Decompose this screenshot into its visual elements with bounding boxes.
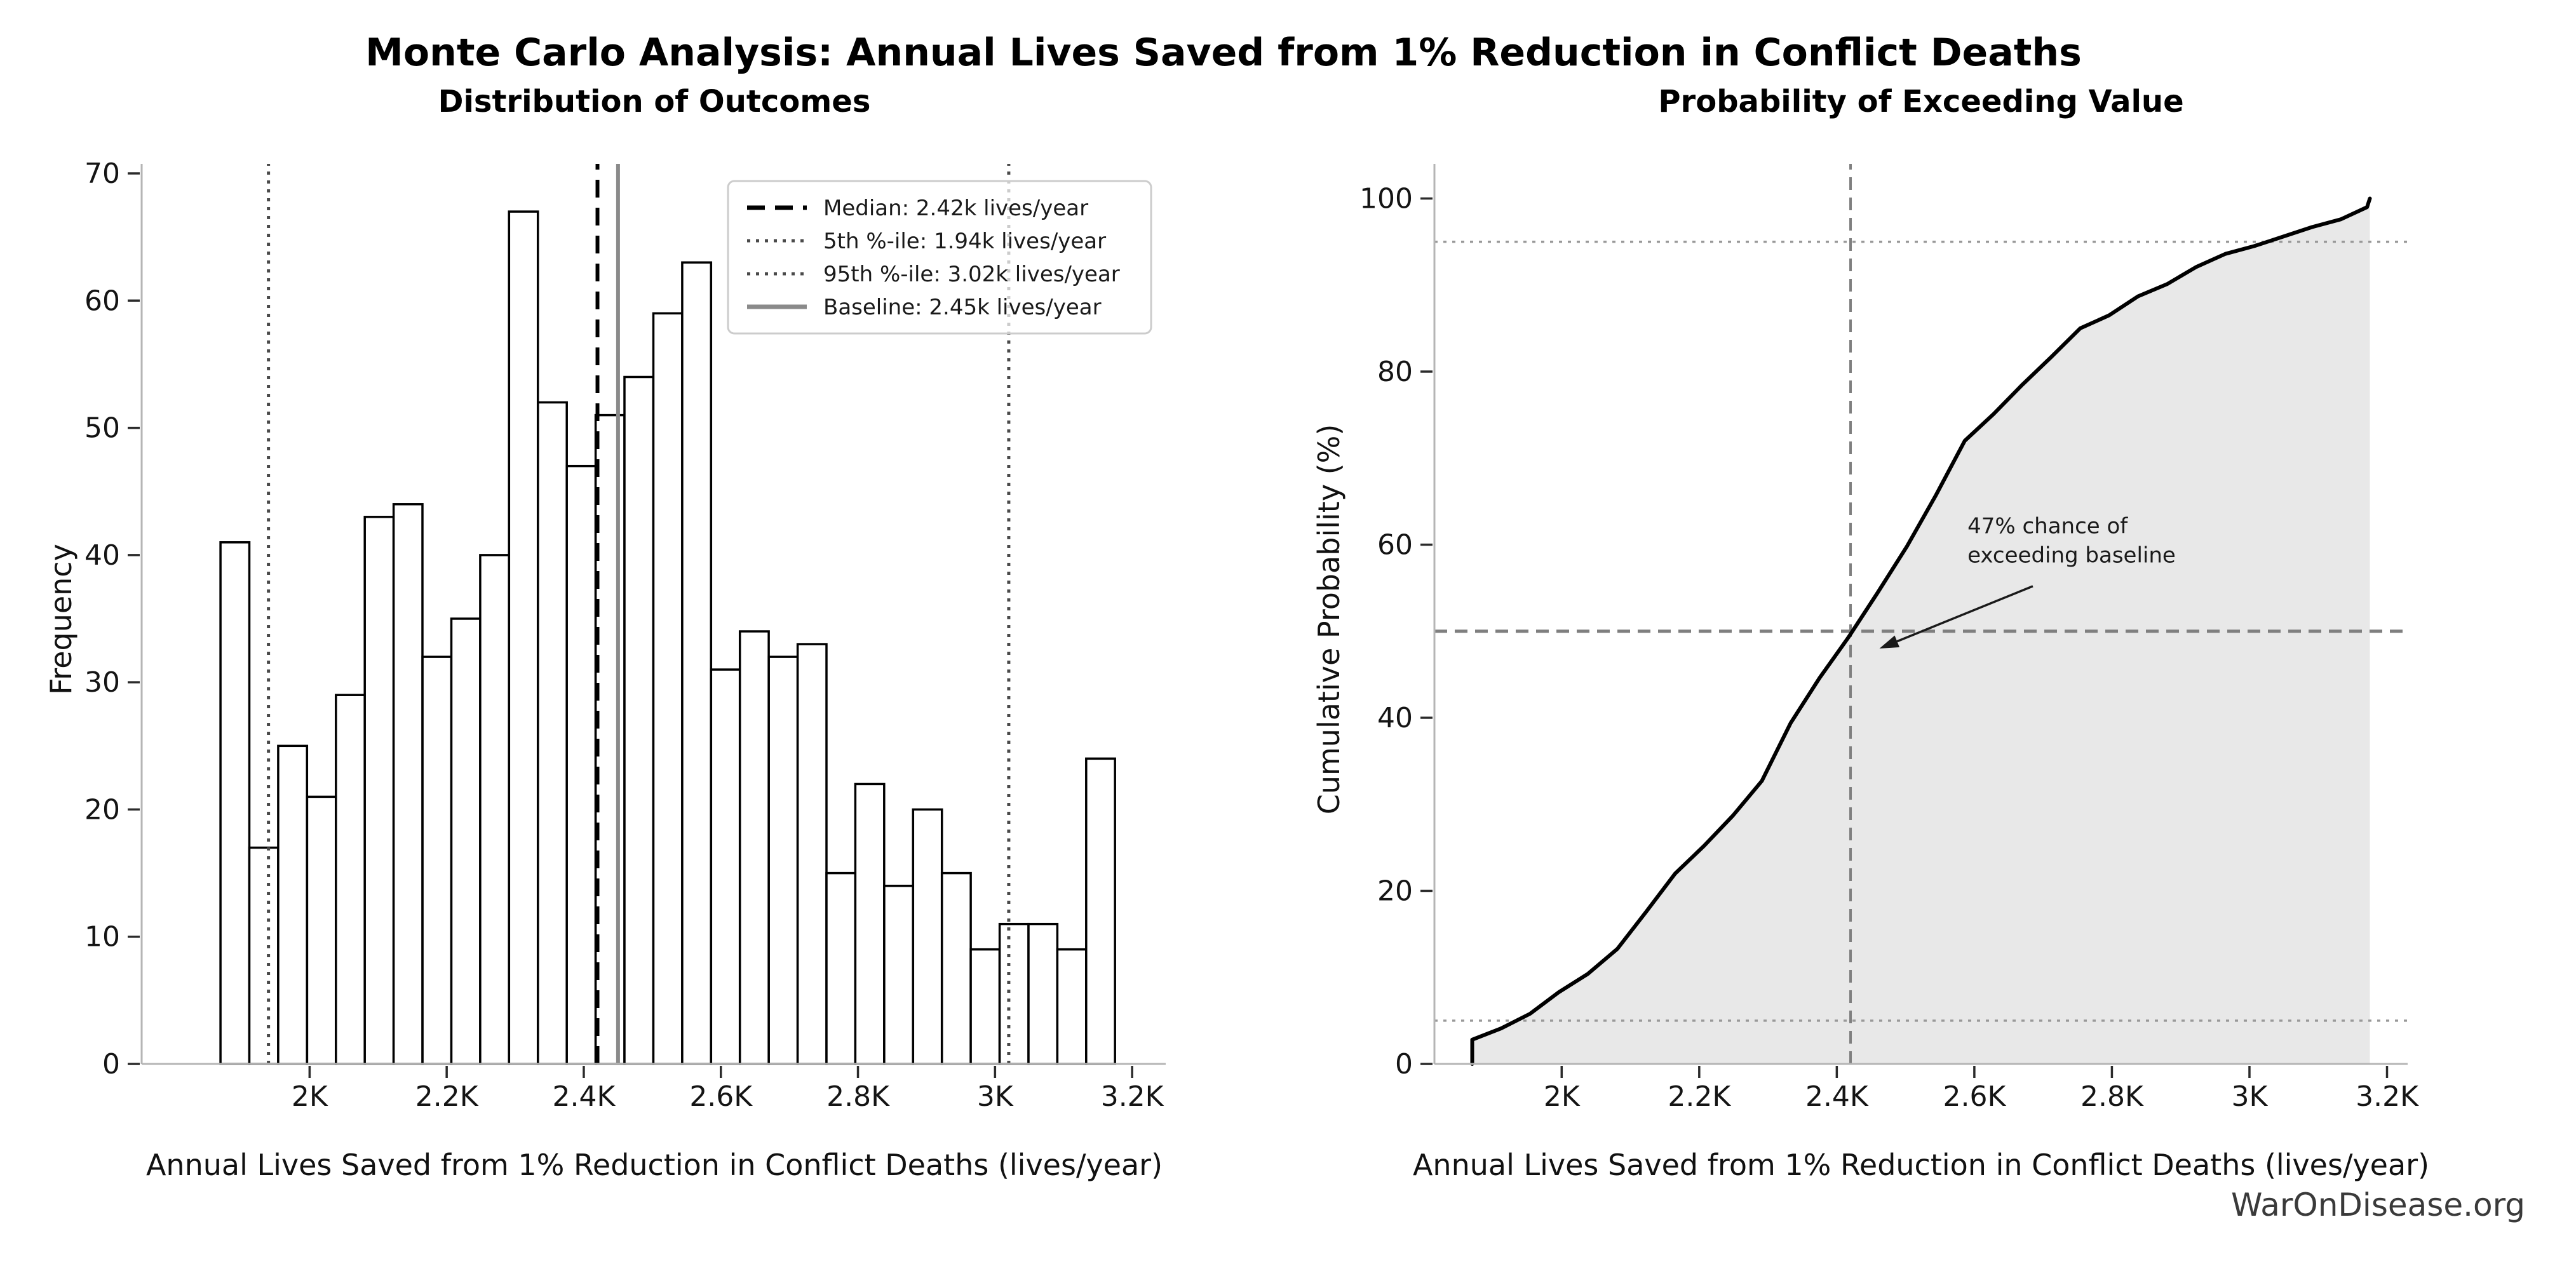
y-tick-label: 60 bbox=[1377, 528, 1413, 562]
histogram-bar bbox=[769, 657, 797, 1064]
y-tick-label: 20 bbox=[84, 793, 120, 826]
histogram-bar bbox=[394, 504, 422, 1064]
histogram-bar bbox=[913, 809, 941, 1064]
y-tick-label: 60 bbox=[84, 285, 120, 318]
x-tick-label: 2.6K bbox=[1943, 1080, 2006, 1113]
histogram-bar bbox=[1057, 950, 1086, 1064]
x-tick-label: 2K bbox=[291, 1080, 328, 1113]
x-tick-label: 2.6K bbox=[689, 1080, 753, 1113]
histogram-bar bbox=[452, 619, 480, 1064]
histogram-bar bbox=[538, 403, 567, 1065]
histogram-bar bbox=[596, 415, 624, 1064]
left-chart-title: Distribution of Outcomes bbox=[438, 84, 871, 119]
x-tick-label: 2.2K bbox=[1668, 1080, 1731, 1113]
histogram-bar bbox=[422, 657, 451, 1064]
legend-item-label: Baseline: 2.45k lives/year bbox=[823, 295, 1102, 320]
histogram-bars bbox=[220, 212, 1115, 1064]
legend-item-label: 5th %-ile: 1.94k lives/year bbox=[823, 229, 1107, 254]
annotation-line-2: exceeding baseline bbox=[1967, 542, 2176, 568]
x-tick-label: 2.8K bbox=[2080, 1080, 2143, 1113]
x-tick-label: 2K bbox=[1543, 1080, 1580, 1113]
left-yaxis-label: Frequency bbox=[44, 544, 78, 695]
x-tick-label: 2.8K bbox=[826, 1080, 889, 1113]
x-tick-label: 2.2K bbox=[415, 1080, 478, 1113]
histogram-bar bbox=[307, 797, 335, 1064]
histogram-bar bbox=[798, 644, 826, 1064]
histogram-bar bbox=[1000, 924, 1028, 1064]
y-tick-label: 100 bbox=[1359, 182, 1413, 215]
legend-item-label: Median: 2.42k lives/year bbox=[823, 196, 1089, 221]
y-tick-label: 0 bbox=[1395, 1048, 1413, 1080]
watermark: WarOnDisease.org bbox=[2230, 1187, 2525, 1223]
right-chart-title: Probability of Exceeding Value bbox=[1658, 84, 2184, 119]
histogram-bar bbox=[480, 555, 509, 1064]
histogram-bar bbox=[826, 873, 855, 1064]
y-tick-label: 50 bbox=[84, 412, 120, 445]
x-tick-label: 3.2K bbox=[1100, 1080, 1164, 1113]
histogram-bar bbox=[220, 542, 249, 1064]
histogram-bar bbox=[1086, 758, 1115, 1064]
histogram-bar bbox=[971, 950, 999, 1064]
y-tick-label: 80 bbox=[1377, 356, 1413, 388]
histogram-bar bbox=[884, 886, 913, 1064]
x-tick-label: 3.2K bbox=[2356, 1080, 2418, 1113]
y-tick-label: 20 bbox=[1377, 875, 1413, 908]
annotation-line-1: 47% chance of bbox=[1967, 513, 2128, 539]
histogram-bar bbox=[509, 212, 537, 1064]
cdf-chart bbox=[1359, 164, 2419, 1113]
x-tick-label: 2.4K bbox=[1805, 1080, 1868, 1113]
y-tick-label: 30 bbox=[84, 666, 120, 699]
y-tick-label: 40 bbox=[1377, 702, 1413, 734]
x-tick-label: 3K bbox=[2231, 1080, 2268, 1113]
histogram-bar bbox=[624, 377, 653, 1065]
y-tick-label: 70 bbox=[84, 158, 120, 191]
right-yaxis-label: Cumulative Probability (%) bbox=[1312, 424, 1346, 815]
histogram-bar bbox=[278, 746, 307, 1064]
figure-title: Monte Carlo Analysis: Annual Lives Saved from 1% Reduction in Conflict Deaths bbox=[365, 30, 2082, 75]
right-xaxis-label: Annual Lives Saved from 1% Reduction in Conflict Deaths (lives/year) bbox=[1412, 1148, 2430, 1182]
y-tick-label: 40 bbox=[84, 539, 120, 572]
histogram-bar bbox=[711, 669, 739, 1064]
histogram-bar bbox=[365, 517, 393, 1064]
histogram-bar bbox=[1028, 924, 1057, 1064]
histogram-bar bbox=[250, 848, 278, 1065]
histogram-bar bbox=[567, 466, 595, 1064]
histogram-bar bbox=[654, 313, 682, 1064]
x-tick-label: 2.4K bbox=[552, 1080, 616, 1113]
y-tick-label: 0 bbox=[102, 1048, 120, 1080]
histogram-bar bbox=[682, 262, 711, 1064]
histogram-bar bbox=[855, 784, 884, 1064]
y-tick-label: 10 bbox=[84, 920, 120, 953]
histogram-chart bbox=[84, 158, 1166, 1113]
histogram-bar bbox=[740, 631, 769, 1064]
x-tick-label: 3K bbox=[976, 1080, 1013, 1113]
left-xaxis-label: Annual Lives Saved from 1% Reduction in Conflict Deaths (lives/year) bbox=[145, 1148, 1163, 1182]
chart-render-layer bbox=[84, 158, 2419, 1113]
histogram-bar bbox=[942, 873, 971, 1064]
legend bbox=[728, 181, 1151, 333]
histogram-bar bbox=[336, 695, 365, 1064]
legend-item-label: 95th %-ile: 3.02k lives/year bbox=[823, 262, 1120, 287]
